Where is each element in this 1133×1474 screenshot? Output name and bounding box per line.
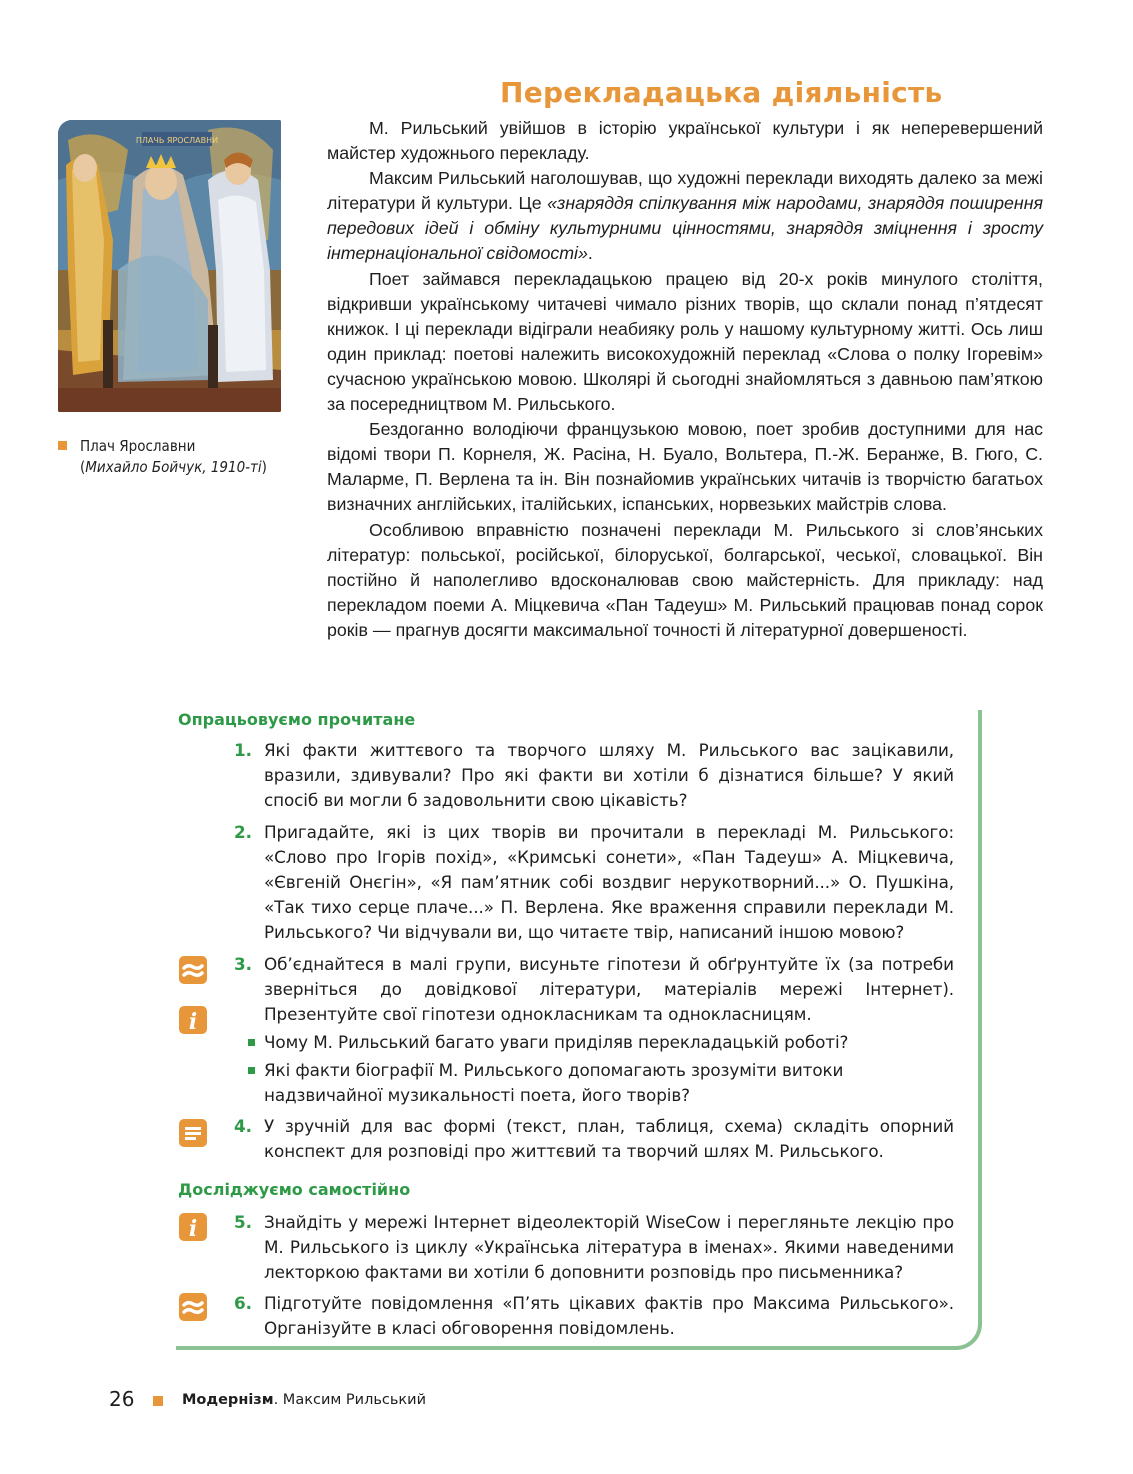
task-text: Підготуйте повідомлення «П’ять цікавих фактів про Максима Рильського». Організуйте в класі обговорення повідомлень. (264, 1293, 954, 1338)
caption-close: ) (261, 458, 267, 476)
caption-open: ( (80, 458, 86, 476)
page-title: Перекладацька діяльність (500, 76, 943, 109)
painting-inscription: ПЛАЧЬ ЯРОСЛАВНИ (135, 136, 219, 145)
info-icon (178, 1005, 208, 1035)
task-number: 3. (234, 954, 252, 974)
task-5 (234, 1210, 954, 1285)
footer-dot: . (273, 1392, 279, 1408)
task-number: 2. (234, 822, 252, 842)
paragraph-5: Особливою вправністю позначені переклади М. Рильського зі слов’янських літератур: польської, російської, білоруської, болгарської, чеської, словацької. Він постійно й наполегливо вдосконалював свою майстерність. Для прикладу: над перекладом поеми А. Міцкевича «Пан Тадеуш» М. Рильський працював понад сорок років — прагнув досягти максимальної точності й літературної довершеності. (327, 519, 1043, 640)
bullet-text: Чому М. Рильський багато уваги приділяв перекладацькій роботі? (264, 1032, 849, 1052)
footer-marker (153, 1396, 163, 1406)
task-number: 5. (234, 1212, 252, 1232)
image-caption (58, 436, 268, 478)
paragraph-2 (327, 166, 1043, 266)
caption-title: Плач Ярославни (80, 437, 196, 455)
main-text (327, 116, 1043, 643)
painting-image (58, 120, 281, 412)
svg-text:i: i (188, 1216, 198, 1242)
task-text: Знайдіть у мережі Інтернет відеолекторій WiseCow і перегляньте лекцію про М. Рильського із циклу «Українська література в іменах». Якими наведеними лекторкою фактами ви хотіли б доповнити розповідь про письменника? (264, 1212, 954, 1282)
bullet-text: Які факти біографії М. Рильського допомагають зрозуміти витоки надзвичайної музикальності поета, його творів? (264, 1060, 844, 1105)
paragraph-2-end: . (587, 243, 593, 264)
task-3-bullet-1 (264, 1030, 954, 1055)
task-number: 1. (234, 740, 252, 760)
caption-marker (58, 441, 67, 450)
footer-section: Модернізм (182, 1392, 274, 1408)
footer-author: Максим Рильський (278, 1392, 427, 1408)
info-icon (178, 1212, 208, 1242)
task-number: 6. (234, 1293, 252, 1313)
task-text: Об’єднайтеся в малі групи, висуньте гіпотези й обґрунтуйте їх (за потреби зверніться до довідкової літератури, матеріалів мережі Інтернет). Презентуйте свої гіпотези однокласникам та однокласницям. (264, 954, 954, 1024)
task-text: Які факти життєвого та творчого шляху М. Рильського вас зацікавили, вразили, здивували? Про які факти ви хотіли б дізнатися більше? У який спосіб ви могли б задовольнити свою цікавість? (264, 740, 954, 810)
svg-text:i: i (188, 1009, 198, 1035)
discussion-icon (178, 955, 208, 985)
section-title-research: Досліджуємо самостійно (178, 1180, 411, 1199)
notes-icon (178, 1118, 208, 1148)
task-3 (234, 952, 954, 1027)
task-6 (234, 1291, 954, 1341)
paragraph-4: Бездоганно володіючи французькою мовою, поет зробив доступними для нас відомі твори П. Корнеля, Ж. Расіна, Н. Буало, Вольтера, П.-Ж. Беранже, В. Гюго, С. Маларме, П. Верлена та ін. Він познайомив українських читачів із творчістю багатьох визначних англійських, італійських, іспанських, норвезьких майстрів слова. (327, 419, 1043, 515)
bullet-marker (248, 1067, 255, 1074)
bullet-marker (248, 1039, 255, 1046)
task-text: Пригадайте, які із цих творів ви прочитали в перекладі М. Рильського: «Слово про Ігорів похід», «Кримські сонети», «Пан Тадеуш» А. Міцкевича, «Євгеній Онєгін», «Я пам’ятник собі воздвиг нерукотворний...» О. Пушкіна, «Так тихо серце плаче...» П. Верлена. Яке враження справили переклади М. Рильського? Чи відчували ви, що читаєте твір, написаний іншою мовою? (264, 822, 954, 942)
task-3-bullet-2 (264, 1058, 954, 1108)
task-text: У зручній для вас формі (текст, план, таблиця, схема) складіть опорний конспект для розповіді про життєвий та творчий шлях М. Рильського. (264, 1116, 954, 1161)
paragraph-2-quote: «знаряддя спілкування між народами, знаряддя поширення передових ідей і обміну культурними цінностями, знаряддя зміцнення і зросту інтернаціональної свідомості» (327, 193, 1043, 264)
page-number: 26 (109, 1387, 135, 1411)
task-number: 4. (234, 1116, 252, 1136)
paragraph-1: М. Рильський увійшов в історію української культури і як неперевершений майстер художнього перекладу. (327, 118, 1043, 164)
running-footer (182, 1392, 426, 1408)
section-title-review: Опрацьовуємо прочитане (178, 710, 416, 729)
task-2 (234, 820, 954, 945)
paragraph-3: Поет займався перекладацькою працею від 20-х років минулого століття, відкривши українському читачеві чимало різних творів, що склали понад п’ятдесят книжок. І ці переклади відіграли неабияку роль у нашому культурному житті. Ось лиш один приклад: поетові належить високохудожній переклад «Слова о полку Ігоревім» сучасною українською мовою. Школярі й сьогодні знайомляться з давньою пам’яткою за посередництвом М. Рильського. (327, 268, 1043, 415)
paragraph-2-start: Максим Рильський наголошував, що художні переклади виходять далеко за межі літератури й культури. Це (327, 168, 1043, 214)
caption-author-date: Михайло Бойчук, 1910-ті (85, 458, 262, 476)
task-1 (234, 738, 954, 813)
painting-illustration (58, 120, 281, 412)
discussion-icon (178, 1292, 208, 1322)
task-4 (234, 1114, 954, 1164)
